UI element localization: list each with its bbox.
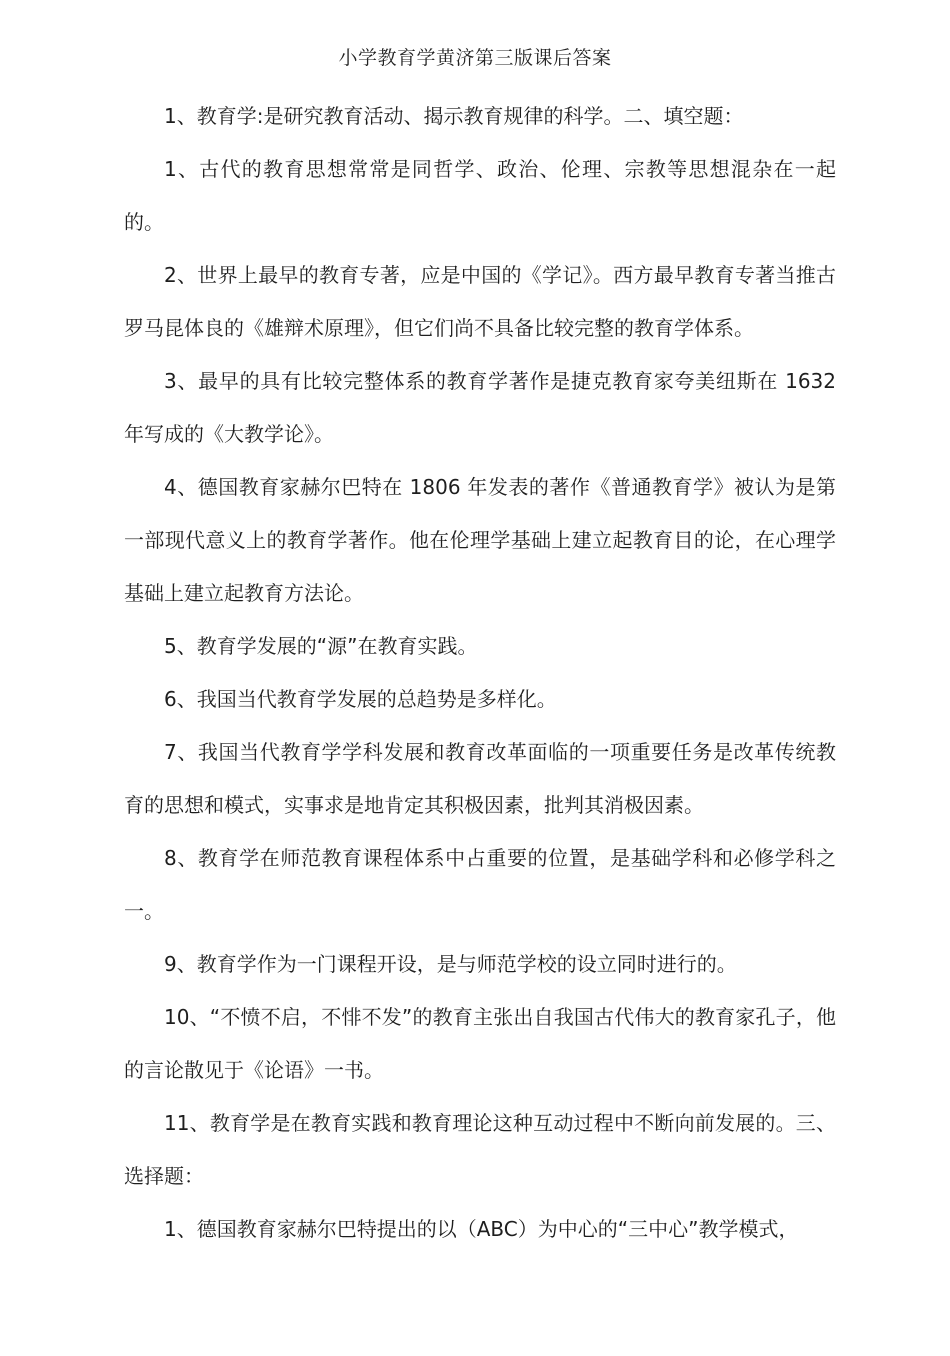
paragraph-fill-9: 9、教育学作为一门课程开设，是与师范学校的设立同时进行的。 [164, 952, 737, 976]
paragraph-fill-1: 1、古代的教育思想常常是同哲学、政治、伦理、宗教等思想混杂在一起的。 [124, 157, 836, 234]
paragraph-definition: 1、教育学:是研究教育活动、揭示教育规律的科学。二、填空题： [164, 104, 744, 128]
document-title: 小学教育学黄济第三版课后答案 [338, 47, 612, 69]
document-body [124, 90, 836, 1256]
paragraph-fill-7: 7、我国当代教育学学科发展和教育改革面临的一项重要任务是改革传统教育的思想和模式，实事求是地肯定其积极因素，批判其消极因素。 [124, 740, 836, 817]
paragraph-choice-1: 1、德国教育家赫尔巴特提出的以（ABC）为中心的“三中心”教学模式， [164, 1217, 799, 1241]
paragraph-fill-6: 6、我国当代教育学发展的总趋势是多样化。 [164, 687, 557, 711]
paragraph-fill-8: 8、教育学在师范教育课程体系中占重要的位置，是基础学科和必修学科之一。 [124, 846, 836, 923]
paragraph-fill-11: 11、教育学是在教育实践和教育理论这种互动过程中不断向前发展的。三、选择题： [124, 1111, 836, 1188]
paragraph-fill-4: 4、德国教育家赫尔巴特在 1806 年发表的著作《普通教育学》被认为是第一部现代意义上的教育学著作。他在伦理学基础上建立起教育目的论，在心理学基础上建立起教育方法论。 [124, 475, 836, 605]
paragraph-fill-5: 5、教育学发展的“源”在教育实践。 [164, 634, 478, 658]
paragraph-fill-10: 10、“不愤不启，不悱不发”的教育主张出自我国古代伟大的教育家孔子，他的言论散见于《论语》一书。 [124, 1005, 836, 1082]
paragraph-fill-2: 2、世界上最早的教育专著，应是中国的《学记》。西方最早教育专著当推古罗马昆体良的《雄辩术原理》，但它们尚不具备比较完整的教育学体系。 [124, 263, 836, 340]
paragraph-fill-3: 3、最早的具有比较完整体系的教育学著作是捷克教育家夸美纽斯在 1632 年写成的《大教学论》。 [124, 369, 836, 446]
